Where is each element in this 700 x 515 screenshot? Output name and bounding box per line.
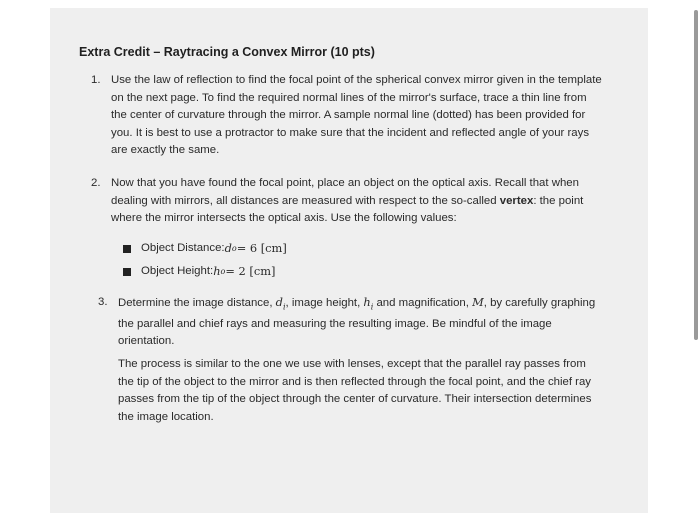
vertex-term: vertex (499, 194, 534, 207)
list-number: 1. (91, 74, 101, 86)
list-number: 3. (98, 296, 108, 308)
list-item-text: Use the law of reflection to find the focal point of the spherical convex mirror given in the template on the next page. To find the required normal lines of the mirror's surface, trace a thin line from the center of curvature through the mirror. A sample normal line (dotted) has been provided for you. It is best to use a protractor to make sure that the incident and reflected angle of your rays are exactly the same. (111, 74, 602, 156)
list-number: 2. (91, 177, 101, 189)
scrollbar[interactable] (694, 10, 698, 340)
list-item-text: Determine the image distance, $d_i$, image height, $h_i$ and magnification, M, by carefully graphing the parallel and chief rays and measuring the resulting image. Be mindful of the image orientation. (118, 295, 596, 348)
bullet-object-height: Object Height: h o = 2 [cm] (123, 263, 275, 280)
square-bullet-icon (123, 245, 131, 253)
process-paragraph: The process is similar to the one we use with lenses, except that the parallel ray passes from the tip of the object to the mirror and is then reflected through the focal point, and the chief ray passes from the tip of the object through the center of curvature. Their intersection determines the image location. (118, 358, 592, 423)
list-item-3 (98, 294, 598, 351)
list-item-text: Now that you have found the focal point, place an object on the optical axis. Recall that when dealing with mirrors, all distances are measured with respect to the so-called vertex: the point where the mirror intersects the optical axis. Use the following values: (111, 177, 584, 224)
square-bullet-icon (123, 268, 131, 276)
list-item-2 (91, 175, 605, 228)
page-title: Extra Credit – Raytracing a Convex Mirror (10 pts) (79, 45, 375, 59)
bullet-object-distance: Object Distance: d o = 6 [cm] (123, 240, 287, 257)
list-item-1 (91, 72, 605, 160)
